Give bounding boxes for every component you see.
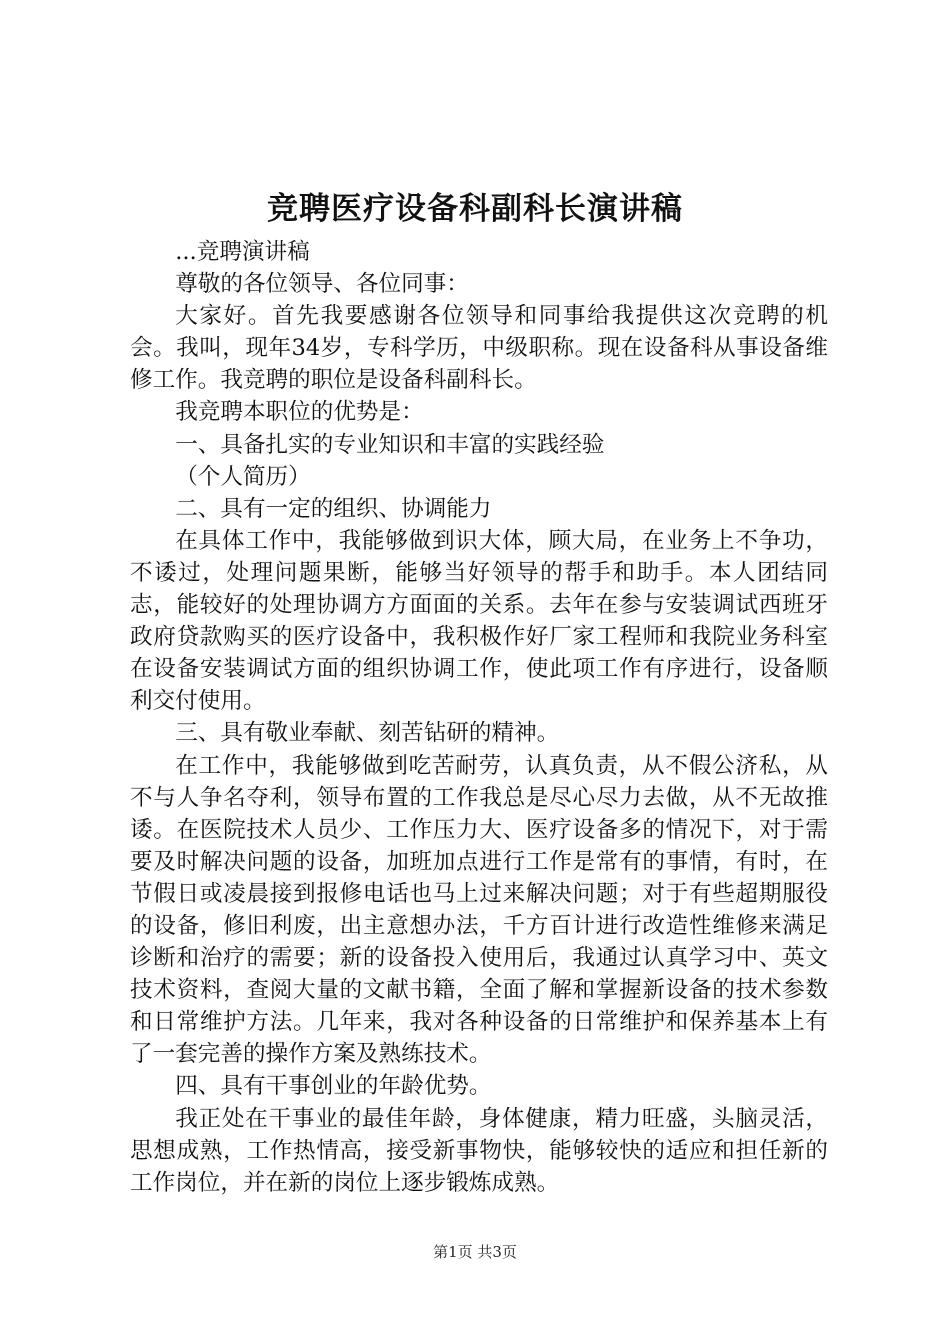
paragraph-advantage-2: 在具体工作中，我能够做到识大体，顾大局，在业务上不争功，不诿过，处理问题果断，能够当好领导的帮手和助手。本人团结同志，能较好的处理协调方方面面的关系。去年在参与安装调试西班牙政府贷款购买的医疗设备中，我积极作好厂家工程师和我院业务科室在设备安装调试方面的组织协调工作，使此项工作有序进行，设备顺利交付使用。	[130, 527, 828, 715]
document-body	[130, 236, 828, 1199]
document-title: 竞聘医疗设备科副科长演讲稿	[267, 191, 683, 227]
paragraph-advantages-intro: 我竞聘本职位的优势是：	[175, 399, 424, 426]
paragraph-salutation: 尊敬的各位领导、各位同事：	[175, 271, 469, 298]
paragraph-subtitle: ...竞聘演讲稿	[175, 239, 310, 265]
heading-advantage-3: 三、具有敬业奉献、刻苦钻研的精神。	[175, 720, 560, 747]
heading-advantage-4: 四、具有干事创业的年龄优势。	[175, 1073, 492, 1100]
heading-advantage-2: 二、具有一定的组织、协调能力	[175, 495, 492, 522]
paragraph-introduction: 大家好。首先我要感谢各位领导和同事给我提供这次竞聘的机会。我叫，现年34岁，专科学历，中级职称。现在设备科从事设备维修工作。我竞聘的职位是设备科副科长。	[130, 303, 828, 394]
paragraph-advantage-3: 在工作中，我能够做到吃苦耐劳，认真负责，从不假公济私，从不与人争名夺利，领导布置的工作我总是尽心尽力去做，从不无故推诿。在医院技术人员少、工作压力大、医疗设备多的情况下，对于需要及时解决问题的设备，加班加点进行工作是常有的事情，有时，在节假日或凌晨接到报修电话也马上过来解决问题；对于有些超期服役的设备，修旧利废，出主意想办法，千方百计进行改造性维修来满足诊断和治疗的需要；新的设备投入使用后，我通过认真学习中、英文技术资料，查阅大量的文献书籍，全面了解和掌握新设备的技术参数和日常维护方法。几年来，我对各种设备的日常维护和保养基本上有了一套完善的操作方案及熟练技术。	[130, 752, 828, 1068]
paragraph-resume-note: （个人简历）	[175, 463, 311, 490]
page-footer: 第1页 共3页	[433, 1243, 517, 1261]
paragraph-advantage-4: 我正处在干事业的最佳年龄，身体健康，精力旺盛，头脑灵活，思想成熟，工作热情高，接受新事物快，能够较快的适应和担任新的工作岗位，并在新的岗位上逐步锻炼成熟。	[130, 1105, 828, 1196]
heading-advantage-1: 一、具备扎实的专业知识和丰富的实践经验	[175, 431, 605, 458]
